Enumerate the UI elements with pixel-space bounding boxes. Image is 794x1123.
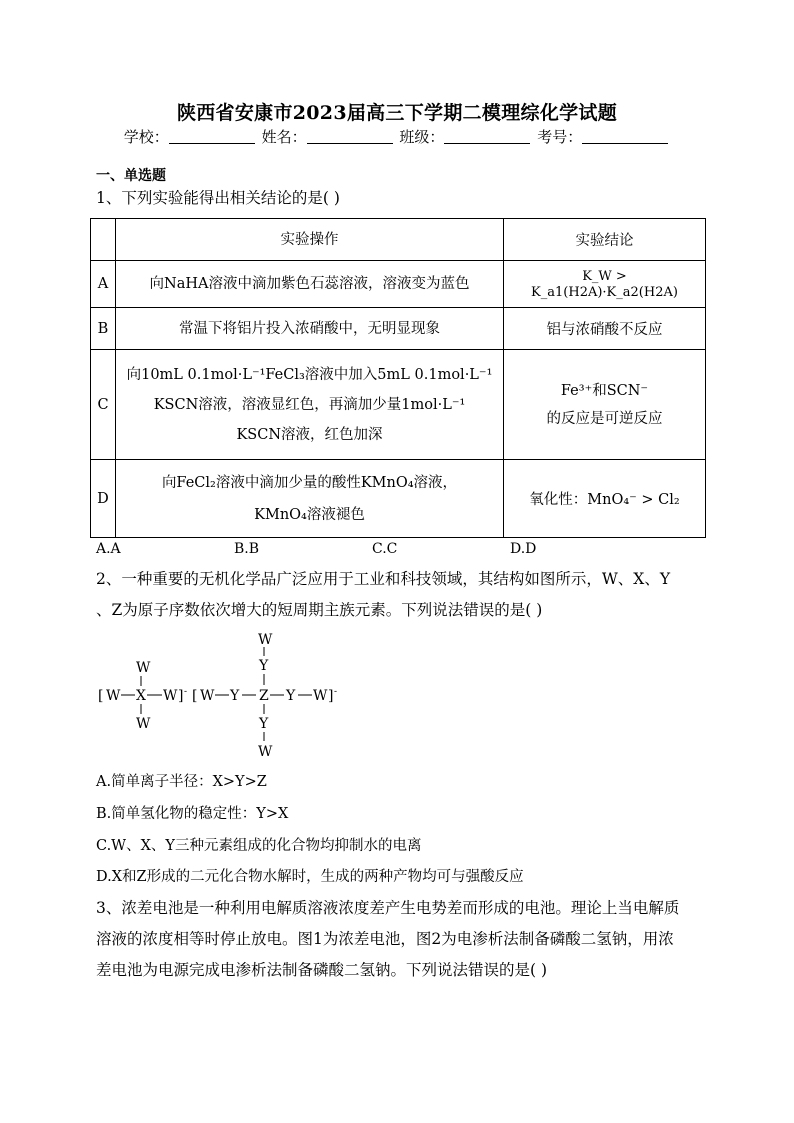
class-label: 班级： (399, 128, 445, 146)
operation-line: KMnO₄溶液褪色 (254, 506, 365, 523)
conclusion-formula: K_W > K_a1(H2A)·K_a2(H2A) (531, 269, 678, 300)
q2-choice-a: A.简单离子半径：X>Y>Z (96, 774, 267, 790)
bracket-open: [ (192, 688, 198, 704)
table-header-row (91, 219, 706, 261)
atom-x: X (136, 688, 146, 704)
student-info-line (0, 126, 794, 147)
q1-table (90, 218, 706, 538)
row-operation: 常温下将铝片投入浓硝酸中，无明显现象 (116, 308, 504, 350)
row-operation (116, 460, 504, 538)
atom-w: W (136, 716, 151, 732)
operation-line: KSCN溶液，红色加深 (236, 426, 383, 443)
atom-w: W (106, 688, 121, 704)
table-row (91, 460, 706, 538)
charge-minus: - (184, 687, 188, 697)
row-label: D (91, 460, 116, 538)
table-row (91, 261, 706, 308)
atom-y: Y (259, 716, 269, 732)
q2-stem-line2: 、Z为原子序数依次增大的短周期主族元素。下列说法错误的是( ) (96, 601, 543, 619)
exam-no-label: 考号： (537, 128, 583, 146)
q1-option-d: D.D (510, 541, 537, 557)
atom-w: W (313, 688, 328, 704)
header-conclusion: 实验结论 (504, 219, 706, 261)
page-title: 陕西省安康市2023届高三下学期二模理综化学试题 (176, 102, 618, 124)
bracket-close: ] (178, 688, 184, 704)
header-operation: 实验操作 (116, 219, 504, 261)
row-conclusion: 氧化性：MnO₄⁻ > Cl₂ (504, 460, 706, 538)
table-row (91, 350, 706, 460)
operation-line: 向FeCl₂溶液中滴加少量的酸性KMnO₄溶液， (161, 474, 458, 491)
atom-y: Y (286, 688, 296, 704)
q1-option-b: B.B (234, 541, 260, 557)
q3-line2: 溶液的浓度相等时停止放电。图1为浓差电池，图2为电渗析法制备磷酸二氢钠，用浓 (96, 930, 674, 948)
charge-minus: - (334, 687, 338, 697)
atom-w: W (163, 688, 178, 704)
row-operation (116, 350, 504, 460)
atom-w: W (136, 660, 151, 676)
school-blank (169, 129, 255, 144)
row-conclusion (504, 350, 706, 460)
row-conclusion (504, 261, 706, 308)
table-row (91, 308, 706, 350)
row-operation: 向NaHA溶液中滴加紫色石蕊溶液，溶液变为蓝色 (116, 261, 504, 308)
operation-line: KSCN溶液，溶液显红色，再滴加少量1mol·L⁻¹ (153, 396, 466, 413)
atom-w: W (200, 688, 215, 704)
operation-line: 向10mL 0.1mol·L⁻¹FeCl₃溶液中加入5mL 0.1mol·L⁻¹ (126, 366, 493, 383)
q1-stem: 1、下列实验能得出相关结论的是( ) (96, 189, 340, 207)
q2-choice-b: B.简单氢化物的稳定性：Y>X (96, 806, 289, 822)
school-label: 学校： (123, 128, 169, 146)
row-label: A (91, 261, 116, 308)
name-label: 姓名： (261, 128, 307, 146)
bracket-close: ] (328, 688, 334, 704)
q1-option-a: A.A (96, 541, 121, 557)
section-heading: 一、单选题 (96, 168, 166, 184)
class-blank (444, 129, 530, 144)
conclusion-line: Fe³⁺和SCN⁻ (560, 382, 649, 399)
atom-w: W (258, 744, 273, 760)
q2-choice-d: D.X和Z形成的二元化合物水解时，生成的两种产物均可与强酸反应 (96, 869, 524, 885)
q2-choice-c: C.W、X、Y三种元素组成的化合物均抑制水的电离 (96, 838, 422, 854)
conclusion-line: 的反应是可逆反应 (546, 410, 663, 427)
name-blank (307, 129, 393, 144)
q2-structure-diagram (96, 628, 356, 760)
row-label: B (91, 308, 116, 350)
bracket-open: [ (98, 688, 104, 704)
row-conclusion: 铝与浓硝酸不反应 (504, 308, 706, 350)
row-label: C (91, 350, 116, 460)
table-header-empty (91, 219, 116, 261)
exam-no-blank (582, 129, 668, 144)
q3-line3: 差电池为电源完成电渗析法制备磷酸二氢钠。下列说法错误的是( ) (96, 961, 548, 979)
q2-stem-line1: 2、一种重要的无机化学品广泛应用于工业和科技领域，其结构如图所示，W、X、Y (96, 570, 671, 588)
atom-y: Y (259, 658, 269, 674)
atom-z: Z (259, 688, 269, 704)
atom-w: W (258, 632, 273, 648)
atom-y: Y (230, 688, 240, 704)
q3-line1: 3、浓差电池是一种利用电解质溶液浓度差产生电势差而形成的电池。理论上当电解质 (96, 899, 680, 917)
q1-option-c: C.C (372, 541, 398, 557)
